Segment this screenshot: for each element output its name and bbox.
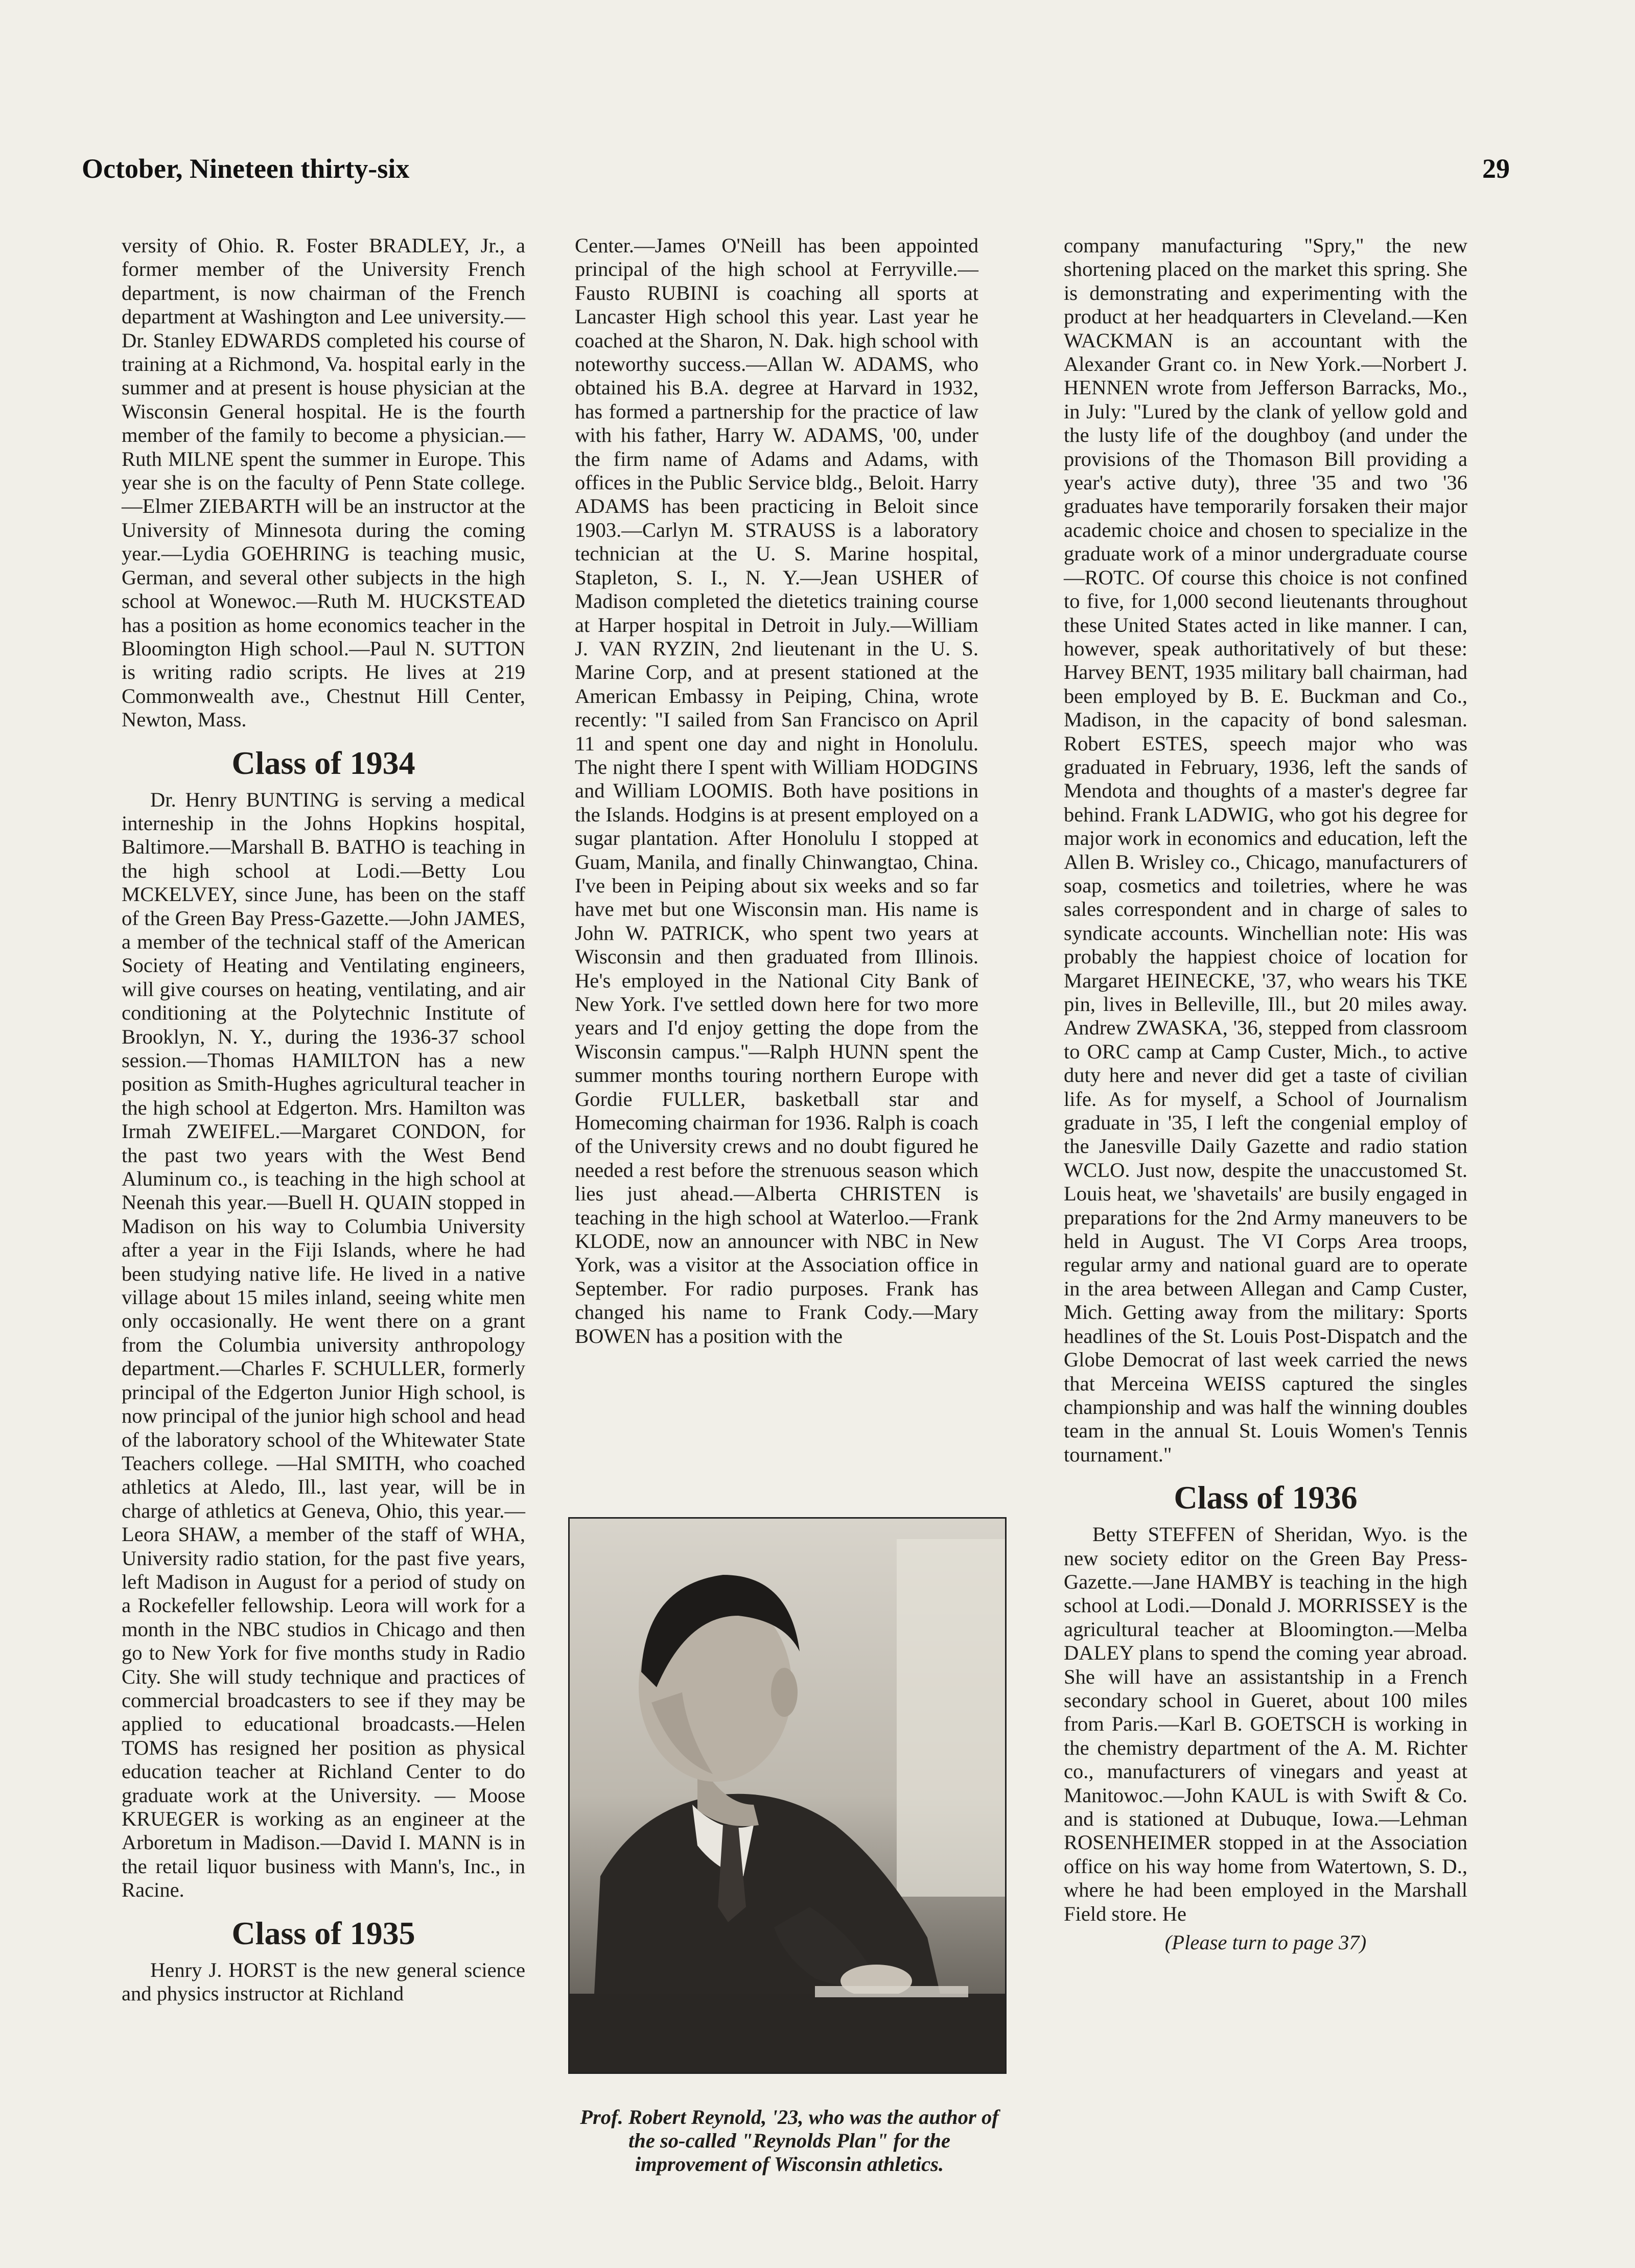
- portrait-illustration: [570, 1519, 1005, 2072]
- column-left: [122, 234, 525, 2005]
- section-heading-class-of-1934: Class of 1934: [231, 744, 415, 781]
- portrait-photo: [568, 1517, 1007, 2074]
- article-paragraph: versity of Ohio. R. Foster BRADLEY, Jr., a former member of the University French department, is now chairman of the French department at Washington and Lee university.—Dr. Stanley EDWARDS completed his course of training at a Richmond, Va. hospital early in the summer and at present is house physician at the Wisconsin General hospital. He is the fourth member of the family to become a physician.—Ruth MILNE spent the summer in Europe. This year she is on the faculty of Penn State college.—Elmer ZIEBARTH will be an instructor at the University of Minnesota during the coming year.—Lydia GOEHRING is teaching music, German, and several other subjects in the high school at Wonewoc.—Ruth M. HUCKSTEAD has a position as home economics teacher in the Bloomington High school.—Paul N. SUTTON is writing radio scripts. He lives at 219 Commonwealth ave., Chestnut Hill Center, Newton, Mass.: [122, 234, 525, 731]
- article-paragraph: Center.—James O'Neill has been appointed principal of the high school at Ferryville.—Fausto RUBINI is coaching all sports at Lancaster High school this year. Last year he coached at the Sharon, N. Dak. high school with noteworthy success.—Allan W. ADAMS, who obtained his B.A. degree at Harvard in 1932, has formed a partnership for the practice of law with his father, Harry W. ADAMS, '00, under the firm name of Adams and Adams, with offices in the Public Service bldg., Beloit. Harry ADAMS has been practicing in Beloit since 1903.—Carlyn M. STRAUSS is a laboratory technician at the U. S. Marine hospital, Stapleton, S. I., N. Y.—Jean USHER of Madison completed the dietetics training course at Harper hospital in Detroit in July.—William J. VAN RYZIN, 2nd lieutenant in the U. S. Marine Corp, and at present stationed at the American Embassy in Peiping, China, wrote recently: "I sailed from San Francisco on April 11 and spent one day and night in Honolulu. The night there I spent with William HODGINS and William LOOMIS. Both have positions in the Islands. Hodgins is at present employed on a sugar plantation. After Honolulu I stopped at Guam, Manila, and finally Chinwangtao, China. I've been in Peiping about six weeks and so far have met but one Wisconsin man. His name is John W. PATRICK, who spent two years at Wisconsin and then graduated from Illinois. He's employed in the National City Bank of New York. I've settled down here for two more years and I'd enjoy getting the dope from the Wisconsin campus."—Ralph HUNN spent the summer months touring northern Europe with Gordie FULLER, basketball star and Homecoming chairman for 1936. Ralph is coach of the University crews and no doubt figured he needed a rest before the strenuous season which lies just ahead.—Alberta CHRISTEN is teaching in the high school at Waterloo.—Frank KLODE, now an announcer with NBC in New York, was a visitor at the Association office in September. For radio purposes. Frank has changed his name to Frank Cody.—Mary BOWEN has a position with the: [575, 234, 978, 1348]
- section-heading-class-of-1935: Class of 1935: [231, 1915, 415, 1951]
- article-paragraph: Dr. Henry BUNTING is serving a medical interneship in the Johns Hopkins hospital, Baltimore.—Marshall B. BATHO is teaching in the high school at Lodi.—Betty Lou MCKELVEY, since June, has been on the staff of the Green Bay Press-Gazette.—John JAMES, a member of the technical staff of the American Society of Heating and Ventilating engineers, will give courses on heating, ventilating, and air conditioning at the Polytechnic Institute of Brooklyn, N. Y., during the 1936-37 school session.—Thomas HAMILTON has a new position as Smith-Hughes agricultural teacher in the high school at Edgerton. Mrs. Hamilton was Irmah ZWEIFEL.—Margaret CONDON, for the past two years with the West Bend Aluminum co., is teaching in the high school at Neenah this year.—Buell H. QUAIN stopped in Madison on his way to Columbia University after a year in the Fiji Islands, where he had been studying native life. He lived in a native village about 15 miles inland, seeing white men only occasionally. He went there on a grant from the Columbia university anthropology department.—Charles F. SCHULLER, formerly principal of the Edgerton Junior High school, is now principal of the junior high school and head of the laboratory school of the Whitewater State Teachers college. —Hal SMITH, who coached athletics at Aledo, Ill., last year, will be in charge of athletics at Geneva, Ohio, this year.—Leora SHAW, a member of the staff of WHA, University radio station, for the past five years, left Madison in August for a period of study on a Rockefeller fellowship. Leora will work for a month in the NBC studios in Chicago and then go to New York for five months study in Radio City. She will study technique and practices of commercial broadcasters to see if they may be applied to educational broadcasts.—Helen TOMS has resigned her position as physical education teacher at Richland Center to do graduate work at the University. — Moose KRUEGER is working as an engineer at the Arboretum in Madison.—David I. MANN is in the retail liquor business with Mann's, Inc., in Racine.: [122, 788, 525, 1902]
- photo-caption: Prof. Robert Reynold, '23, who was the author of the so-called "Reynolds Plan" for the improvement of Wisconsin athletics.: [580, 2106, 999, 2176]
- running-header: [82, 144, 1510, 193]
- issue-date: October, Nineteen thirty-six: [82, 153, 410, 184]
- page-number: 29: [1482, 153, 1510, 184]
- article-paragraph: company manufacturing "Spry," the new shortening placed on the market this spring. She is demonstrating and experimenting with the product at her headquarters in Cleveland.—Ken WACKMAN is an accountant with the Alexander Grant co. in New York.—Norbert J. HENNEN wrote from Jefferson Barracks, Mo., in July: "Lured by the clank of yellow gold and the lusty life of the doughboy (and under the provisions of the Thomason Bill providing a year's active duty), three '35 and two '36 graduates have temporarily forsaken their major academic choice and chosen to specialize in the graduate work of a minor undergraduate course—ROTC. Of course this choice is not confined to five, for 1,000 second lieutenants throughout these United States acted in like manner. I can, however, speak authoritatively of but these: Harvey BENT, 1935 military ball chairman, had been employed by B. E. Buckman and Co., Madison, in the capacity of bond salesman. Robert ESTES, speech major who was graduated in February, 1936, left the sands of Mendota and thoughts of a master's degree far behind. Frank LADWIG, who got his degree for major work in economics and education, left the Allen B. Wrisley co., Chicago, manufacturers of soap, cosmetics and toiletries, where he was sales correspondent and in charge of sales to syndicate accounts. Winchellian note: His was probably the happiest choice of location for Margaret HEINECKE, '37, who wears his TKE pin, lives in Belleville, Ill., but 20 miles away. Andrew ZWASKA, '36, stepped from classroom to ORC camp at Camp Custer, Mich., to active duty here and never did get a taste of civilian life. As for myself, a School of Journalism graduate in '35, I left the congenial employ of the Janesville Daily Gazette and radio station WCLO. Just now, despite the unaccustomed St. Louis heat, we 'shavetails' are busily engaged in preparations for the 2nd Army maneuvers to be held in August. The VI Corps Area troops, regular army and national guard are to operate in the area between Allegan and Camp Custer, Mich. Getting away from the military: Sports headlines of the St. Louis Post-Dispatch and the Globe Democrat of last week carried the news that Merceina WEISS captured the singles championship and was half the winning doubles team in the annual St. Louis Women's Tennis tournament.": [1064, 234, 1467, 1466]
- continued-note: (Please turn to page 37): [1164, 1931, 1367, 1954]
- section-heading-class-of-1936: Class of 1936: [1174, 1479, 1358, 1516]
- column-middle: [575, 234, 978, 1348]
- article-paragraph: Betty STEFFEN of Sheridan, Wyo. is the new society editor on the Green Bay Press-Gazette.—Jane HAMBY is teaching in the high school at Lodi.—Donald J. MORRISSEY is the agricultural teacher at Bloomington.—Melba DALEY plans to spend the coming year abroad. She will have an assistantship in a French secondary school in Gueret, about 100 miles from Paris.—Karl B. GOETSCH is working in the chemistry department of the A. M. Richter co., manufacturers of vinegars and yeast at Manitowoc.—John KAUL is with Swift & Co. and is stationed at Dubuque, Iowa.—Lehman ROSENHEIMER stopped in at the Association office on his way home from Watertown, S. D., where he had been employed in the Marshall Field store. He: [1064, 1523, 1467, 1925]
- column-right: [1064, 234, 1467, 1954]
- article-paragraph: Henry J. HORST is the new general science and physics instructor at Richland: [122, 1958, 525, 2005]
